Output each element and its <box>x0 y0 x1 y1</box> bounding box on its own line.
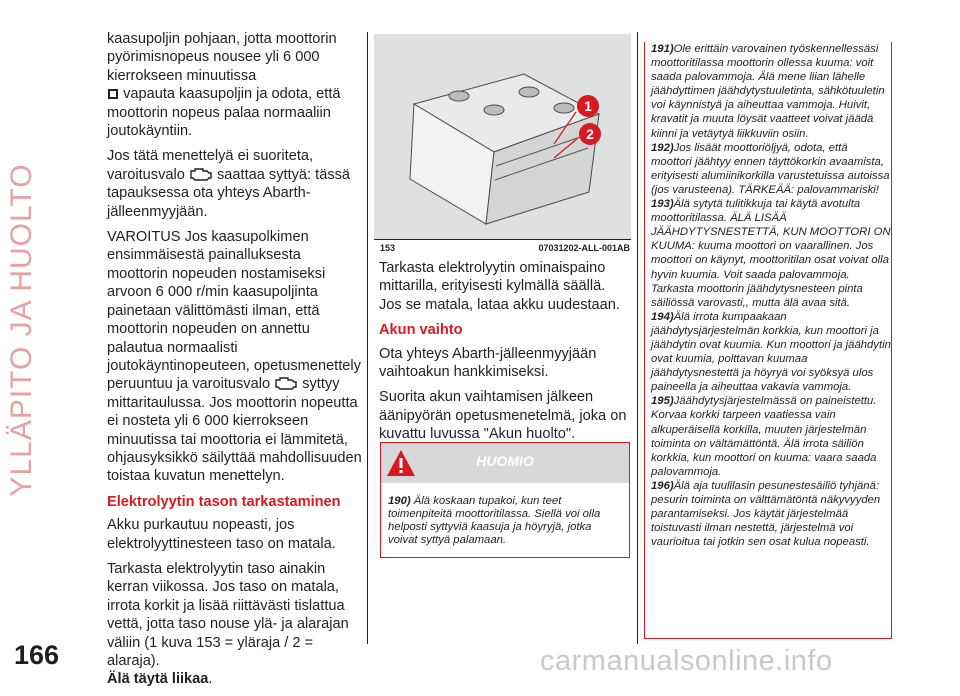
paragraph: Tarkasta elektrolyytin ominaispaino mittarilla, erityisesti kylmällä säällä. Jos se matala, lataa akku uudestaan. <box>379 260 620 313</box>
note-item <box>651 310 891 395</box>
text-run: vapauta kaasupoljin ja odota, että moottorin nopeus palaa normaaliin joutokäyntiin. <box>107 86 341 140</box>
battery-illustration <box>374 34 631 239</box>
paragraph: Akku purkautuu nopeasti, jos elektrolyyttinesteen taso on matala. <box>107 517 336 552</box>
text-run: VAROITUS Jos kaasupolkimen ensimmäisestä painalluksesta moottorin nopeuden nostamiseksi arvoon 6 000 r/min kaasupoljinta painetaan välittömästi ilman, että moottorin nopeuden on annettu palautua normaalisti joutokäyntinopeuteen, opetusmenettely peruuntuu ja varoitusvalo <box>107 229 361 393</box>
bold-warning: Älä täytä liikaa <box>107 671 209 688</box>
paragraph <box>107 147 362 221</box>
text-run: . <box>208 671 213 688</box>
figure-caption <box>380 243 630 253</box>
paragraph <box>107 30 362 140</box>
note-number: 196) <box>651 479 674 492</box>
warning-title: HUOMIO <box>476 453 534 469</box>
battery-figure <box>374 34 631 240</box>
column-divider <box>637 32 638 644</box>
note-number: 194) <box>651 310 674 323</box>
column-2 <box>379 259 629 451</box>
note-number: 195) <box>651 395 674 408</box>
note-number: 190) <box>388 495 411 507</box>
note-text: Jäähdytysjärjestelmässä on paineistettu. Korvaa korkki tarpeen vaatiessa vain alkuperäisellä korkilla, muuten järjestelmän toiminta on vältämättöntä. Älä irrota säiliön korkkia, kun moottori on kuuma: vaara saada palovammoja. <box>651 395 877 478</box>
text-run: Tarkasta elektrolyytin taso ainakin kerran viikossa. Jos taso on matala, irrota korkit ja lisää riittävästi tislattua vettä, jotta taso nouse ylä- ja alarajan väliin (1 kuva 153 = yläraja / 2 = alaraja). <box>107 560 349 669</box>
paragraph <box>107 228 362 486</box>
watermark: carmanualsonline.info <box>540 645 833 677</box>
warning-text <box>381 483 629 547</box>
text-run: saattaa syttyä: tässä tapauksessa ota yhteys Abarth-jälleenmyyjään. <box>107 166 351 220</box>
text-run: kaasupoljin pohjaan, jotta moottorin pyörimisnopeus nousee yli 6 000 kierrokseen minuutissa <box>107 31 337 84</box>
figure-code: 07031202-ALL-001AB <box>538 243 630 253</box>
note-item <box>651 141 891 197</box>
note-number: 193) <box>651 198 674 211</box>
column-3-notes <box>651 42 891 549</box>
section-title-text: YLLÄPITO JA HUOLTO <box>5 163 38 497</box>
section-heading: Elektrolyytin tason tarkastaminen <box>107 493 341 510</box>
note-text: Ole erittäin varovainen työskennellessäsi moottoritilassa moottorin ollessa kuuma: voit saada palovammoja. Älä mene liian lähelle jäähdyttimen jäähdytystuuletinta, sähkötuuletin voi käynnistyä ja aiheuttaa vammoja. Huivit, kravatit ja muuta löysät vaatteet voivat jäädä kiinni ja vetäytyä liikkuviin osiin. <box>651 43 885 140</box>
paragraph: Ota yhteys Abarth-jälleenmyyjään vaihtoakun hankkimiseksi. <box>379 345 597 381</box>
column-1 <box>107 30 362 696</box>
note-text: Älä irrota kumpaakaan jäähdytysjärjestelmän korkkia, kun moottori ja jäähdytin ovat kuumia. Kun moottori ja jäähdytin ovat kuumia, polttavan kuumaa jäähdytysnestettä ja höyryä voi syöksyä ulos paineella ja aiheuttaa vakavia vammoja. <box>651 310 891 394</box>
page-number: 166 <box>14 640 60 670</box>
text-run: Jos tätä menettelyä ei suoriteta, varoitusvalo <box>107 148 314 183</box>
engine-warning-icon <box>189 167 213 181</box>
section-heading: Akun vaihto <box>379 322 463 339</box>
paragraph: Suorita akun vaihtamisen jälkeen äänipyörän opetusmenetelmä, joka on kuvattu luvussa "Akun huolto". <box>379 389 627 443</box>
callout-1: 1 <box>584 98 592 114</box>
check-square-icon <box>107 88 119 100</box>
text-run: syttyy mittaritaulussa. Jos moottorin nopeutta ei nosteta yli 6 000 kierrokseen minuutissa tai moottoria ei lämmitetä, ohjausyksikkö säilyttää mahdollisuuden toistaa kuvatun menettelyn. <box>107 376 362 485</box>
note-item <box>651 42 891 141</box>
note-item <box>651 394 891 479</box>
note-number: 191) <box>651 43 674 55</box>
warning-header <box>381 443 629 483</box>
note-text: Älä koskaan tupakoi, kun teet toimenpiteitä moottoritilassa. Siellä voi olla helposti syttyviä kaasuja ja höyryjä, jotka voivat syttyä palamaan. <box>388 495 601 546</box>
figure-number: 153 <box>380 243 396 253</box>
warning-box <box>380 442 630 558</box>
column-divider <box>367 32 368 644</box>
note-item <box>651 197 891 310</box>
note-text: Älä aja tuulilasin pesunestesäiliö tyhjänä: pesurin toiminta on välttämätöntä näkyvyyden parantamiseksi. Jos käytät järjestelmää toistuvasti ilman nestettä, järjestelmä voi vaurioitua tai jotkin sen osat kulua nopeasti. <box>651 479 881 549</box>
note-item <box>651 479 891 549</box>
callout-2: 2 <box>586 126 594 142</box>
paragraph <box>107 560 362 689</box>
engine-warning-icon <box>274 376 298 390</box>
note-text: Jos lisäät moottoriöljyä, odota, että moottori jäähtyy ennen täyttökorkin avaamista, erityisesti alumiinikorkilla varustetuissa autoissa (jos varusteena). TÄRKEÄÄ: palovammariski! <box>651 141 890 196</box>
note-text: Älä sytytä tulitikkuja tai käytä avotulta moottoritilassa. ÄLÄ LISÄÄ JÄÄHDYTYSNESTETTÄ, KUN MOOTTORI ON KUUMA: kuuma moottori on vaarallinen. Jos moottori on käynyt, moottoritilan osat voivat olla hyvin kuumia. Voit saada palovammoja. Tarkasta moottorin jäähdytysnesteen pinta säiliössä varovasti,, mutta älä avaa sitä. <box>651 198 891 309</box>
note-number: 192) <box>651 141 674 154</box>
